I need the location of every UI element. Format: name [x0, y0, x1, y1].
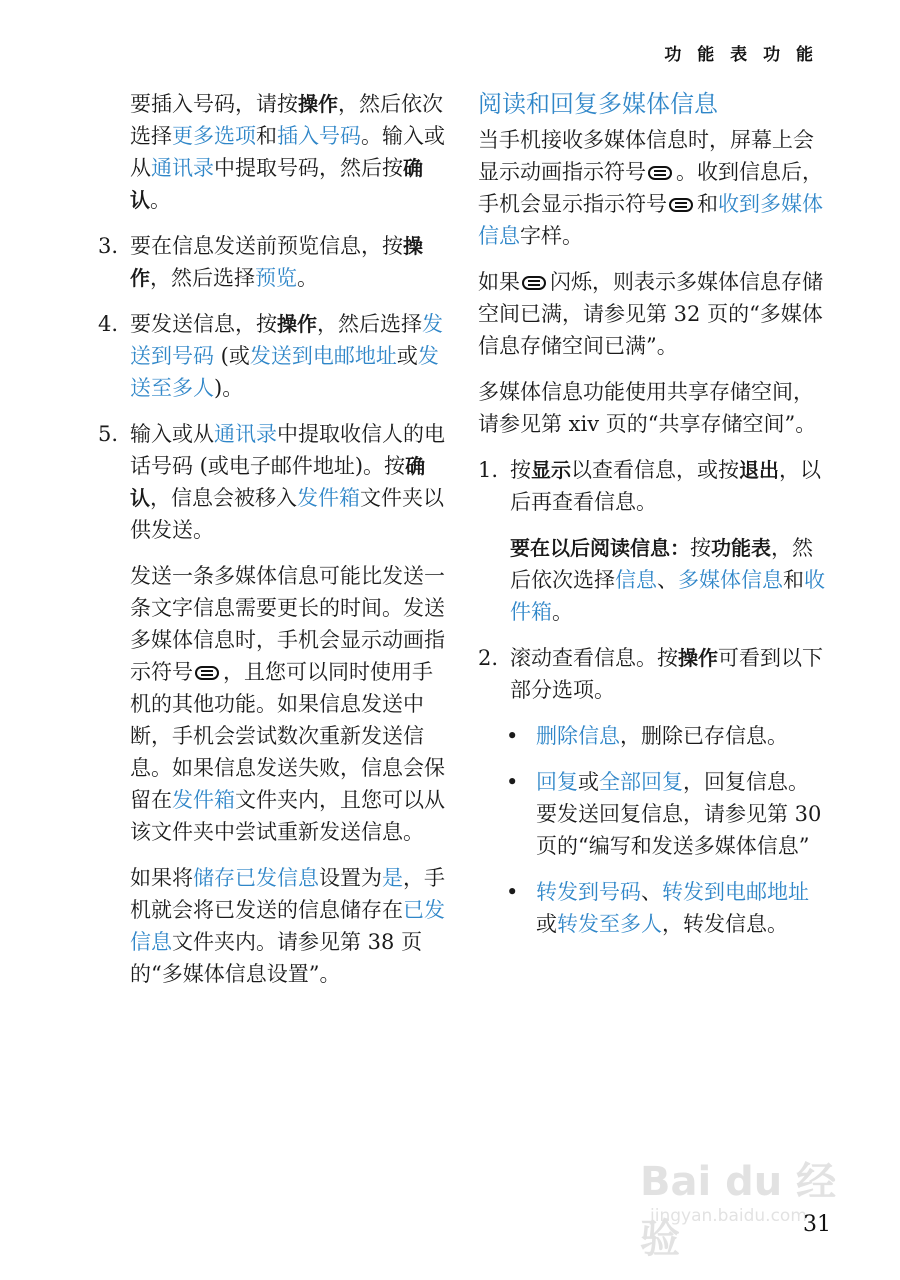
step-5	[98, 418, 448, 546]
menu-ref: 多媒体信息	[678, 568, 783, 592]
insert-number-paragraph	[98, 88, 448, 216]
text: 文件夹内。请参见第 38 页的“多媒体信息设置”。	[130, 930, 423, 986]
step-number: 3.	[98, 234, 119, 258]
text: 或	[578, 770, 599, 794]
read-later-note	[478, 532, 828, 628]
text: 。	[552, 600, 573, 624]
text: 设置为	[319, 866, 382, 890]
text: ，手机就会将已发送的信息储存在	[130, 866, 445, 922]
menu-ref: 发送到电邮地址	[249, 344, 397, 368]
step-number: 4.	[98, 312, 119, 336]
menu-ref: 转发到电邮地址	[662, 880, 809, 904]
text: 如果	[478, 270, 520, 294]
text: 或	[396, 344, 418, 368]
mms-memory-full-icon	[522, 275, 548, 291]
text: 文件夹内，且您可以从该文件夹中尝试重新发送信息。	[130, 788, 445, 844]
softkey-label: 确认	[130, 156, 423, 212]
text: ，删除已存信息。	[620, 724, 788, 748]
text: 如果将	[130, 866, 193, 890]
menu-ref: 是	[382, 866, 403, 890]
text: 。输入或从	[130, 124, 445, 180]
text: 发送一条多媒体信息可能比发送一条文字信息需要更长的时间。发送多媒体信息时，手机会显示动画指示符号	[130, 564, 445, 684]
sending-mms-paragraph	[98, 560, 448, 848]
menu-ref: 收到多媒体信息	[478, 192, 823, 248]
text: 和	[697, 192, 718, 216]
menu-ref: 删除信息	[536, 724, 620, 748]
menu-ref: 发送至多人	[130, 344, 439, 400]
softkey-label: 显示	[531, 458, 571, 482]
step-number: 5.	[98, 422, 119, 446]
option-delete	[478, 720, 828, 752]
text: ，然后依次选择	[510, 536, 813, 592]
save-sent-paragraph	[98, 862, 448, 990]
text: 中提取收信人的电话号码 (或电子邮件地址)。按	[130, 422, 445, 478]
text: 要插入号码，请按	[130, 92, 298, 116]
mms-receiving-icon	[648, 165, 674, 181]
text: ，然后选择	[150, 266, 255, 290]
step-2	[478, 642, 828, 706]
text: ，且您可以同时使用手机的其他功能。如果信息发送中断，手机会尝试数次重新发送信息。如果信息发送失败，信息会保留在	[130, 660, 445, 812]
memory-full-paragraph	[478, 266, 828, 362]
right-column	[478, 88, 828, 954]
bullet-dot: •	[506, 770, 519, 794]
mms-received-icon	[669, 197, 695, 213]
text: ，转发信息。	[662, 912, 788, 936]
softkey-label: 操作	[298, 92, 338, 116]
menu-ref: 插入号码	[277, 124, 361, 148]
menu-ref: 发件箱	[172, 788, 235, 812]
softkey-label: 操作	[678, 646, 718, 670]
text: 、	[641, 880, 662, 904]
menu-ref: 通讯录	[151, 156, 214, 180]
menu-ref: 转发至多人	[557, 912, 662, 936]
text: 和	[783, 568, 804, 592]
menu-ref: 转发到号码	[536, 880, 641, 904]
text: 输入或从	[130, 422, 214, 446]
text: ，信息会被移入	[150, 486, 297, 510]
shared-memory-paragraph: 多媒体信息功能使用共享存储空间，请参见第 xiv 页的“共享存储空间”。	[478, 380, 817, 436]
page-number: 31	[803, 1212, 831, 1237]
step-4	[98, 308, 448, 404]
text: 、	[657, 568, 678, 592]
bullet-dot: •	[506, 880, 519, 904]
text: 要发送信息，按	[130, 312, 277, 336]
text: 可看到以下部分选项。	[510, 646, 823, 702]
menu-ref: 发件箱	[297, 486, 360, 510]
option-reply	[478, 766, 828, 862]
text: 以查看信息，或按	[571, 458, 739, 482]
softkey-label: 操作	[130, 234, 423, 290]
menu-ref: 收件箱	[510, 568, 825, 624]
text: (或	[214, 344, 250, 368]
bullet-dot: •	[506, 724, 519, 748]
text: 字样。	[520, 224, 583, 248]
menu-ref: 回复	[536, 770, 578, 794]
text: 和	[256, 124, 277, 148]
left-column	[98, 88, 448, 1004]
note-lead: 要在以后阅读信息：	[510, 536, 690, 560]
text: 或	[536, 912, 557, 936]
menu-ref: 信息	[615, 568, 657, 592]
menu-ref: 发送到号码	[130, 312, 443, 368]
softkey-label: 确认	[130, 454, 426, 510]
watermark-url: jingyan.baidu.com	[650, 1206, 807, 1226]
menu-ref: 已发信息	[130, 898, 445, 954]
text: 按	[510, 458, 531, 482]
softkey-label: 退出	[739, 458, 779, 482]
menu-ref: 预览	[255, 266, 297, 290]
page-header-title: 功 能 表 功 能	[664, 45, 818, 65]
option-forward	[478, 876, 828, 940]
receive-mms-paragraph	[478, 124, 828, 252]
menu-ref: 更多选项	[172, 124, 256, 148]
text: 。	[150, 188, 171, 212]
text: ，然后选择	[317, 312, 422, 336]
step-1	[478, 454, 828, 518]
section-heading: 阅读和回复多媒体信息	[478, 90, 718, 118]
mms-sending-icon	[195, 665, 221, 681]
text: ，以后再查看信息。	[510, 458, 821, 514]
text: 。	[297, 266, 318, 290]
text: 当手机接收多媒体信息时，屏幕上会显示动画指示符号	[478, 128, 814, 184]
text: ，回复信息。要发送回复信息，请参见第 30 页的“编写和发送多媒体信息”	[536, 770, 822, 858]
text: 要在信息发送前预览信息，按	[130, 234, 403, 258]
menu-ref: 储存已发信息	[193, 866, 319, 890]
text: 中提取号码，然后按	[214, 156, 403, 180]
text: ，然后依次选择	[130, 92, 443, 148]
text: )。	[214, 376, 244, 400]
text: 文件夹以供发送。	[130, 486, 444, 542]
watermark-brand: Bai du 经验	[640, 1159, 837, 1262]
step-number: 1.	[478, 458, 499, 482]
text: 滚动查看信息。按	[510, 646, 678, 670]
text: 。收到信息后，手机会显示指示符号	[478, 160, 823, 216]
softkey-label: 功能表	[711, 536, 771, 560]
text: 按	[690, 536, 711, 560]
step-3	[98, 230, 448, 294]
menu-ref: 全部回复	[599, 770, 683, 794]
step-number: 2.	[478, 646, 499, 670]
text: 闪烁，则表示多媒体信息存储空间已满，请参见第 32 页的“多媒体信息存储空间已满”。	[478, 270, 823, 358]
softkey-label: 操作	[277, 312, 317, 336]
menu-ref: 通讯录	[214, 422, 277, 446]
